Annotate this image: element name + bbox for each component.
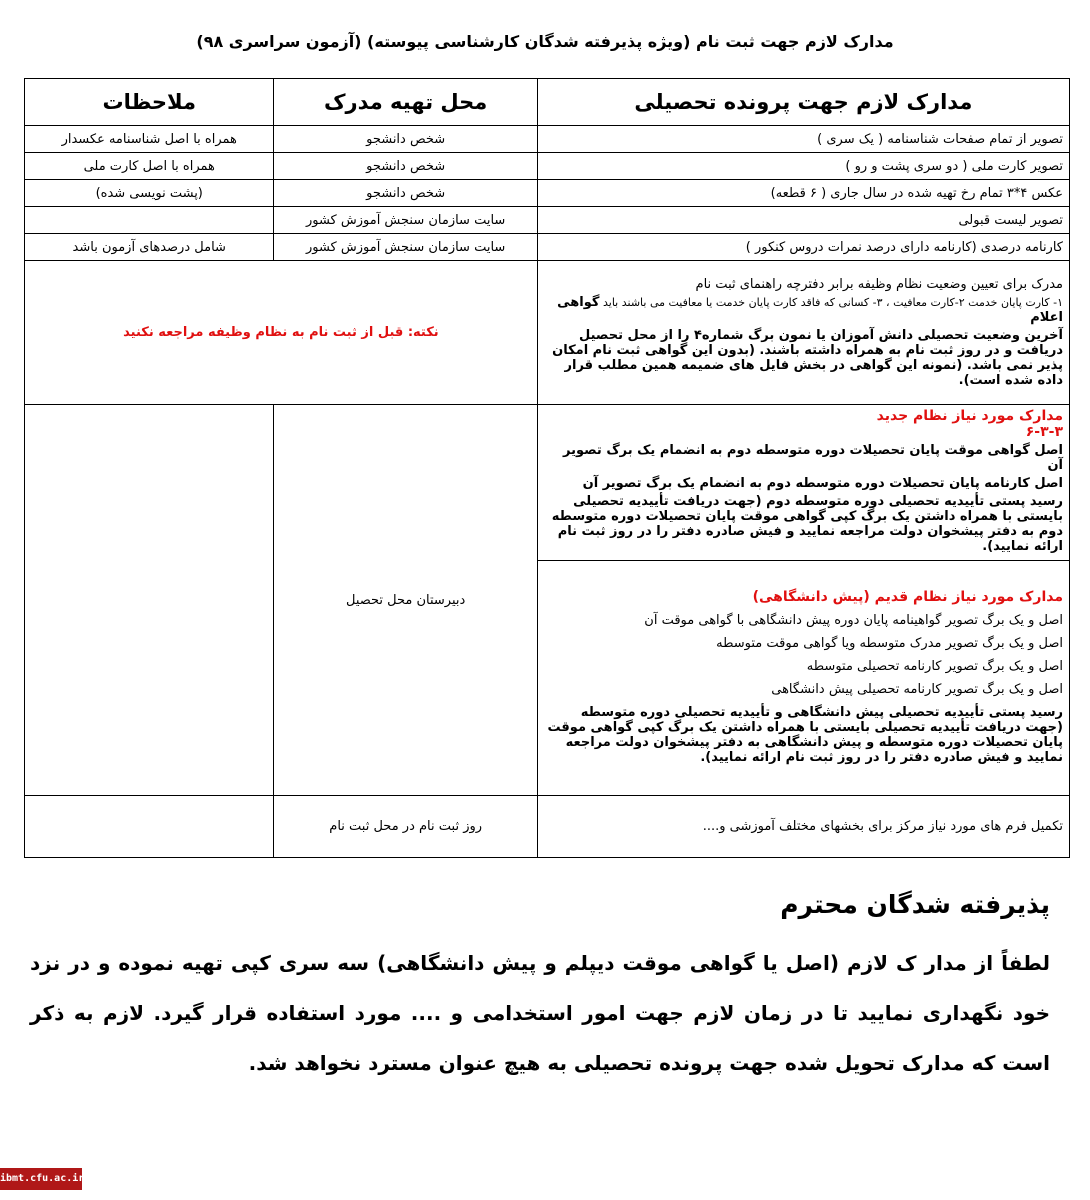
military-note: نکته: قبل از ثبت نام به نظام وظیفه مراجعه نکنید — [25, 261, 538, 405]
row-note: همراه با اصل شناسنامه عکسدار — [25, 126, 274, 153]
old-system-item: اصل و یک برگ تصویر کارنامه تحصیلی متوسطه — [806, 658, 1063, 674]
new-system-item: اصل گواهی موقت پایان تحصیلات دوره متوسطه دوم به انضمام یک برگ تصویر آن — [562, 443, 1063, 473]
old-system-docs — [537, 561, 1069, 796]
table-row — [25, 153, 1070, 180]
military-line3: آخرین وضعیت تحصیلی دانش آموزان یا نمون برگ شماره۴ را از محل تحصیل دریافت و در روز ثبت نام به همراه داشته باشند. (بدون این گواهی ثبت نام امکان پذیر نمی باشد. (نمونه این گواهی در بخش فایل های ضمیمه همین مطلب قرار داده شده است). — [552, 328, 1063, 388]
new-system-row — [25, 405, 1070, 561]
table-row — [25, 180, 1070, 207]
row-loc: سایت سازمان سنجش آموزش کشور — [274, 234, 537, 261]
new-system-docs — [537, 405, 1069, 561]
new-system-heading: مدارک مورد نیاز نظام جدید — [876, 408, 1063, 424]
forms-note — [25, 796, 274, 858]
row-note: همراه با اصل کارت ملی — [25, 153, 274, 180]
row-note: شامل درصدهای آزمون باشد — [25, 234, 274, 261]
row-doc: عکس ۴*۳ تمام رخ تهیه شده در سال جاری ( ۶ قطعه) — [537, 180, 1069, 207]
row-doc: تصویر از تمام صفحات شناسنامه ( یک سری ) — [537, 126, 1069, 153]
documents-table — [24, 78, 1070, 858]
row-doc: کارنامه درصدی (کارنامه دارای درصد نمرات دروس کنکور ) — [537, 234, 1069, 261]
table-row — [25, 234, 1070, 261]
greeting-heading: پذیرفته شدگان محترم — [780, 890, 1050, 919]
new-system-location: دبیرستان محل تحصیل — [274, 405, 537, 796]
row-loc: سایت سازمان سنجش آموزش کشور — [274, 207, 537, 234]
row-loc: شخص دانشجو — [274, 126, 537, 153]
row-doc: تصویر کارت ملی ( دو سری پشت و رو ) — [537, 153, 1069, 180]
old-system-heading: مدارک مورد نیاز نظام قدیم (پیش دانشگاهی) — [752, 588, 1063, 605]
old-system-item: اصل و یک برگ تصویر مدرک متوسطه ویا گواهی موقت متوسطه — [716, 635, 1063, 651]
header-location: محل تهیه مدرک — [274, 79, 537, 126]
forms-location: روز ثبت نام در محل ثبت نام — [274, 796, 537, 858]
table-row — [25, 207, 1070, 234]
military-line2-bold: گواهی اعلام — [557, 295, 1063, 325]
header-notes: ملاحظات — [25, 79, 274, 126]
row-loc: شخص دانشجو — [274, 153, 537, 180]
military-line2-text: ۱- کارت پایان خدمت ۲-کارت معافیت ، ۳- کسانی که فاقد کارت پایان خدمت یا معافیت می باشند باید — [602, 296, 1063, 309]
empty-notes-cell — [25, 405, 274, 796]
forms-doc: تکمیل فرم های مورد نیاز مرکز برای بخشهای مختلف آموزشی و.... — [537, 796, 1069, 858]
military-row — [25, 261, 1070, 405]
table-header-row — [25, 79, 1070, 126]
row-note — [25, 207, 274, 234]
old-system-receipt: رسید پستی تأییدیه تحصیلی پیش دانشگاهی و تأییدیه تحصیلی دوره متوسطه (جهت دریافت تأییدیه تحصیلی بایستی با همراه داشتن یک برگ کپی گواهی موقت پایان تحصیلات دوره متوسطه و پیش دانشگاهی به دفتر پیشخوان دولت مراجعه نمایید و فیش صادره دفتر را در روز ثبت نام ارائه نمایید). — [547, 704, 1063, 765]
table-row — [25, 126, 1070, 153]
notice-paragraph: لطفاً از مدار ک لازم (اصل یا گواهی موقت دیپلم و پیش دانشگاهی) سه سری کپی تهیه نموده و در نزد خود نگهداری نمایید تا در زمان لازم جهت امور استخدامی و .... مورد استفاده قرار گیرد. لازم به ذکر است که مدارک تحویل شده جهت پرونده تحصیلی به هیچ عنوان مسترد نخواهد شد. — [30, 951, 1050, 1075]
military-docs — [537, 261, 1069, 405]
new-system-heading-code: ۶-۳-۳ — [1025, 424, 1063, 440]
site-watermark: ibmt.cfu.ac.ir — [0, 1168, 82, 1190]
military-line2 — [544, 295, 1063, 325]
forms-row — [25, 796, 1070, 858]
new-system-item: اصل کارنامه پایان تحصیلات دوره متوسطه دوم به انضمام یک برگ تصویر آن — [582, 476, 1063, 491]
old-system-item: اصل و یک برگ تصویر کارنامه تحصیلی پیش دانشگاهی — [771, 681, 1063, 697]
row-loc: شخص دانشجو — [274, 180, 537, 207]
military-line1: مدرک برای تعیین وضعیت نظام وظیفه برابر دفترچه راهنمای ثبت نام — [695, 277, 1063, 292]
old-system-item: اصل و یک برگ تصویر گواهینامه پایان دوره پیش دانشگاهی با گواهی موقت آن — [644, 612, 1063, 628]
header-documents: مدارک لازم جهت پرونده تحصیلی — [537, 79, 1069, 126]
row-note: (پشت نویسی شده) — [25, 180, 274, 207]
row-doc: تصویر لیست قبولی — [537, 207, 1069, 234]
new-system-item: رسید پستی تأییدیه تحصیلی دوره متوسطه دوم (جهت دریافت تأییدیه تحصیلی بایستی با همراه داشتن یک برگ کپی گواهی موقت پایان تحصیلات دوره متوسطه دوم به دفتر پیشخوان دولت مراجعه نمایید و فیش صادره دفتر را در روز ثبت نام ارائه نمایید). — [551, 494, 1063, 554]
page-title: مدارک لازم جهت ثبت نام (ویژه پذیرفته شدگان کارشناسی پیوسته) (آزمون سراسری ۹۸) — [196, 32, 894, 51]
